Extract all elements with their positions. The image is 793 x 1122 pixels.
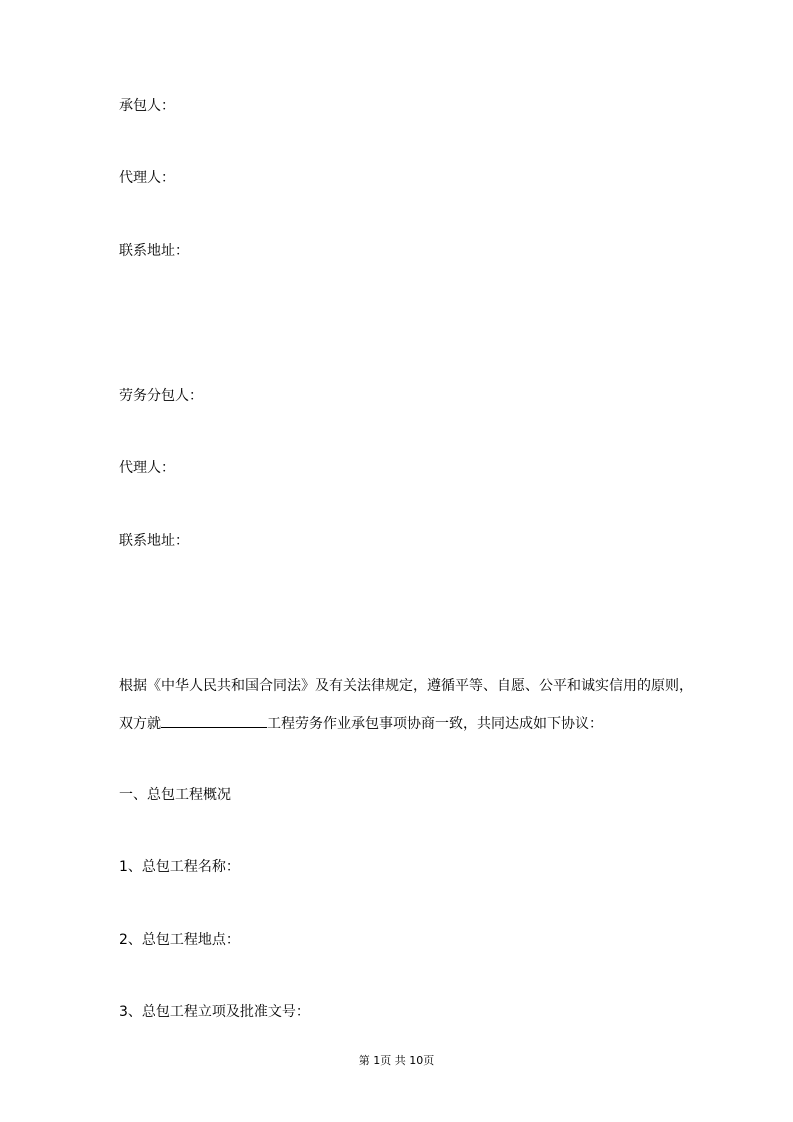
preamble-line-1: 根据《中华人民共和国合同法》及有关法律规定，遵循平等、自愿、公平和诚实信用的原则， <box>119 678 693 694</box>
section-1-heading: 一、总包工程概况 <box>119 787 231 803</box>
section-1-item-3: 3、总包工程立项及批准文号： <box>119 1004 310 1020</box>
subcontractor-agent-label: 代理人： <box>119 460 175 476</box>
preamble-line-2-end: 工程劳务作业承包事项协商一致，共同达成如下协议： <box>267 716 603 732</box>
contractor-agent-label: 代理人： <box>119 170 175 186</box>
project-name-blank <box>161 713 267 728</box>
contractor-label: 承包人： <box>119 98 175 114</box>
preamble-line-2 <box>119 713 603 733</box>
section-1-item-1: 1、总包工程名称： <box>119 859 240 875</box>
section-1-item-2: 2、总包工程地点： <box>119 932 240 948</box>
subcontractor-label: 劳务分包人： <box>119 388 203 404</box>
contractor-address-label: 联系地址： <box>119 243 189 259</box>
preamble-line-2-start: 双方就 <box>119 716 161 732</box>
subcontractor-address-label: 联系地址： <box>119 533 189 549</box>
page-footer: 第 1页 共 10页 <box>358 1054 435 1067</box>
